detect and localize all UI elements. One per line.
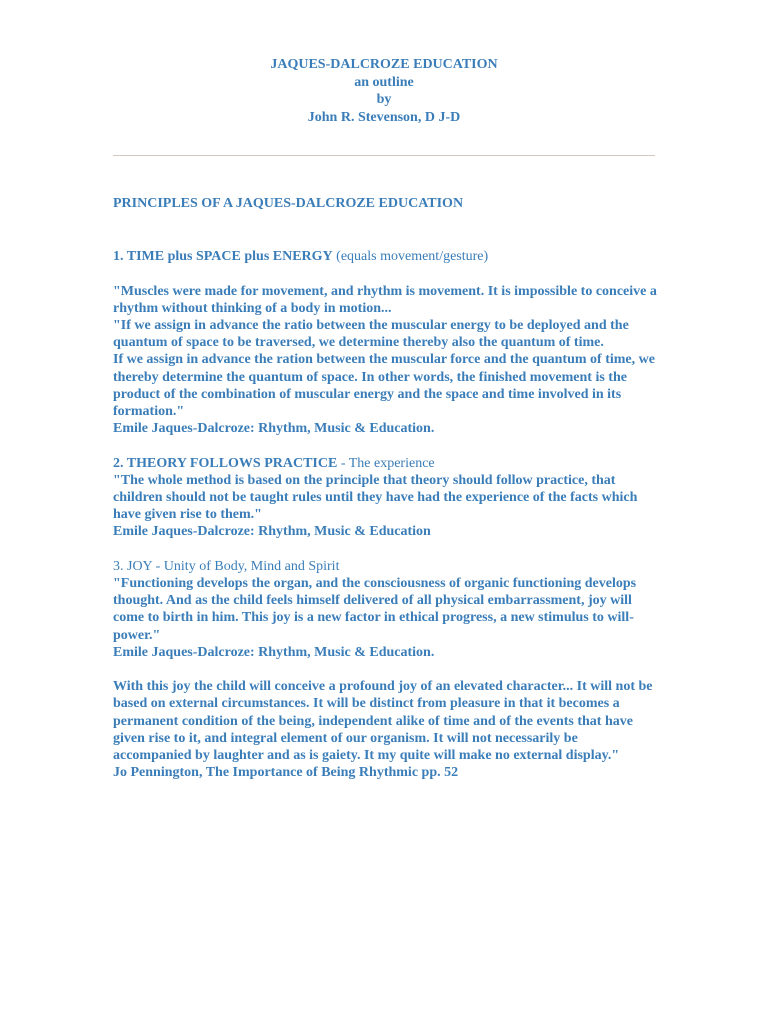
- document-subtitle: an outline: [354, 74, 414, 90]
- principle-2-title: 2. THEORY FOLLOWS PRACTICE: [113, 455, 338, 471]
- principle-2-quote-line: "The whole method is based on the principle that theory should follow practice, that children should not be taught rules until they have had the experience of the facts which have given rise to them.": [113, 472, 638, 523]
- principle-1-note: (equals movement/gesture): [336, 249, 489, 265]
- joy-quote: With this joy the child will conceive a profound joy of an elevated character... It will not be based on external circumstances. It will be distinct from pleasure in that it becomes a permanent condition of the being, independent alike of time and of the events that have given rise to it, and integral element of our organism. It will not necessarily be accompanied by laughter and as is gaiety. It my quite will make no external display.": [113, 679, 653, 764]
- principle-3: [113, 558, 658, 661]
- principle-1-title: 1. TIME plus SPACE plus ENERGY: [113, 249, 333, 265]
- principle-1: [113, 248, 658, 437]
- joy-citation: Jo Pennington, The Importance of Being Rhythmic pp. 52: [113, 765, 459, 781]
- principle-1-quote-line: "Muscles were made for movement, and rhythm is movement. It is impossible to conceive a rhythm without thinking of a body in motion...: [113, 283, 657, 316]
- by-line: by: [376, 92, 392, 107]
- horizontal-divider: [113, 155, 655, 156]
- principle-2-heading: [113, 455, 658, 472]
- document-title: JAQUES-DALCROZE EDUCATION: [270, 57, 498, 72]
- principle-1-citation: Emile Jaques-Dalcroze: Rhythm, Music & Education.: [113, 421, 435, 437]
- spacer: [113, 265, 658, 282]
- principle-3-quote-line: "Functioning develops the organ, and the consciousness of organic functioning develops thought. And as the child feels himself delivered of all physical embarrassment, joy will come to birth in him. This joy is a new factor in ethical progress, a new stimulus to will-power.": [113, 576, 637, 643]
- principle-2: [113, 455, 658, 541]
- document-body: [113, 195, 658, 799]
- principle-1-quote-line: "If we assign in advance the ratio between the muscular energy to be deployed and the quantum of space to be traversed, we determine thereby also the quantum of time.: [113, 318, 629, 351]
- principle-3-citation: Emile Jaques-Dalcroze: Rhythm, Music & Education.: [113, 644, 435, 660]
- principle-1-heading: [113, 248, 658, 265]
- document-header: [0, 56, 768, 126]
- joy-paragraph: [113, 678, 658, 781]
- author-name: John R. Stevenson, D J-D: [307, 109, 461, 125]
- principle-3-heading: 3. JOY - Unity of Body, Mind and Spirit: [113, 558, 340, 574]
- section-title: PRINCIPLES OF A JAQUES-DALCROZE EDUCATION: [113, 196, 464, 211]
- principle-2-note: - The experience: [340, 455, 435, 471]
- principle-1-quote-line: If we assign in advance the ration between the muscular force and the quantum of time, we thereby determine the quantum of space. In other words, the finished movement is the product of the combination of muscular energy and the space and time involved in its formation.": [113, 352, 655, 420]
- principle-2-citation: Emile Jaques-Dalcroze: Rhythm, Music & Education: [113, 524, 431, 540]
